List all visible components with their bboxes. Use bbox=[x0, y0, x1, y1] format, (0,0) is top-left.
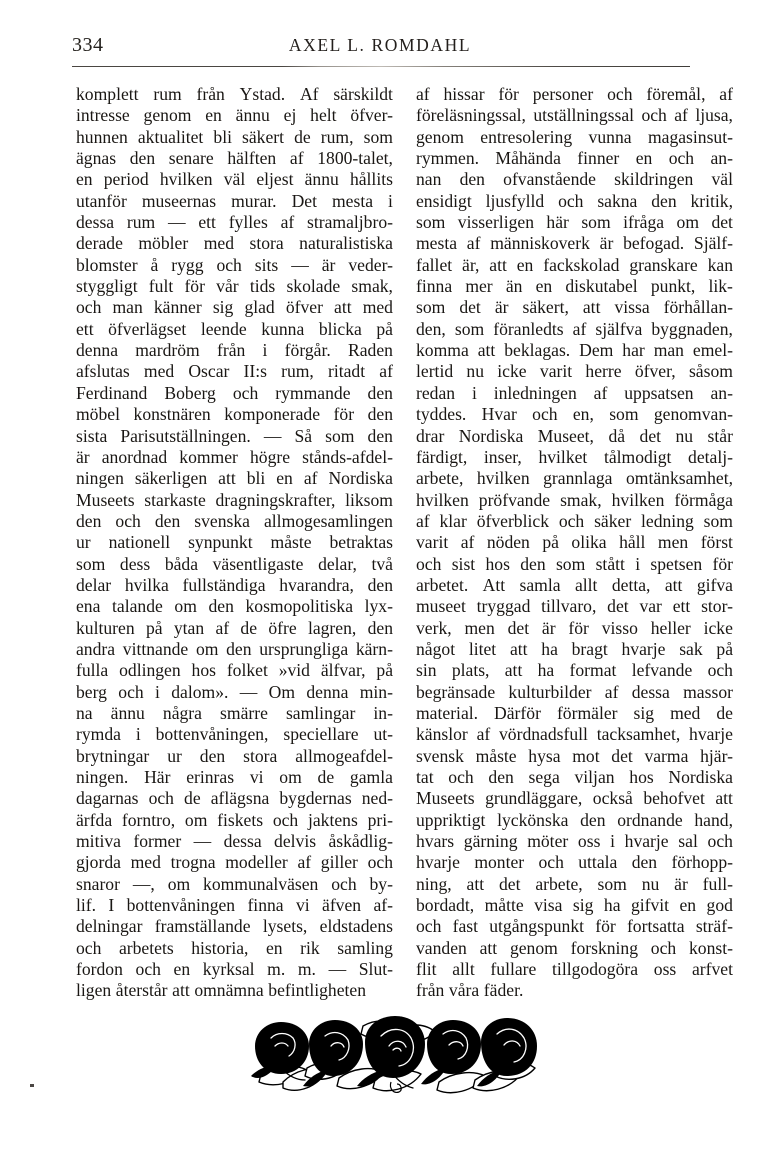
text-line: rymda i bottenvåningen, speciellare ut- bbox=[76, 724, 393, 745]
text-line: den och den svenska allmogesamlingen bbox=[76, 510, 393, 531]
text-line: ningen. Här erinras vi om de gamla bbox=[76, 767, 393, 787]
running-title: AXEL L. ROMDAHL bbox=[288, 35, 472, 55]
text-line: Ferdinand Boberg och rymmande den bbox=[76, 382, 393, 403]
text-line: brytningar ur den stora allmogeafdel- bbox=[76, 745, 393, 766]
text-line: hvars gärning möter oss i hvarje sal och bbox=[416, 831, 733, 852]
text-line: fallet är, att en fackskolad granskare kan bbox=[416, 254, 733, 275]
text-line: den, som föranledts af själfva byggnaden, bbox=[416, 318, 733, 339]
text-line: mesta af människoverk är befogad. Själf- bbox=[416, 233, 733, 254]
text-line: kulturen på ytan af de öfre lagren, den bbox=[76, 617, 393, 638]
text-line: nan den ofvanstående skildringen väl bbox=[416, 169, 733, 190]
text-line: tyddes. Hvar och en, som genomvan- bbox=[416, 404, 733, 425]
text-line: ningen säkerligen att bli en af Nordiska bbox=[76, 468, 393, 489]
text-line: är anordnad kommer högre stånds-afdel- bbox=[76, 446, 393, 467]
text-line: drar Nordiska Museet, då det nu står bbox=[416, 425, 733, 446]
text-line: tat och den sega viljan hos Nordiska bbox=[416, 767, 733, 787]
text-line: färdigt, inser, hvilket tålmodigt detalj- bbox=[416, 446, 733, 467]
text-line: rymmen. Måhända finner en och an- bbox=[416, 148, 733, 169]
text-line: intresse genom en ännu ej helt öfver- bbox=[76, 105, 393, 126]
text-line: komma att beklagas. Dem har man emel- bbox=[416, 340, 733, 361]
text-line: verk, men det är för visso heller icke bbox=[416, 617, 733, 638]
floral-rose-ornament bbox=[243, 1008, 543, 1104]
text-line: fulla odlingen hos folket »vid älfvar, på bbox=[76, 660, 393, 681]
text-line: ur nationell synpunkt måste betraktas bbox=[76, 532, 393, 553]
text-line: ägnas den senare hälften af 1800-talet, bbox=[76, 148, 393, 169]
text-line: och fast utgångspunkt för fortsatta sträf- bbox=[416, 916, 733, 937]
text-line: sin plats, att ha format lefvande och bbox=[416, 660, 733, 681]
text-line: lertid nu icke varit herre öfver, såsom bbox=[416, 361, 733, 382]
text-line: Museets grundläggare, också behofvet att bbox=[416, 788, 733, 809]
text-line: varit af nöden på olika håll men först bbox=[416, 532, 733, 553]
text-line: Museets starkaste dragningskrafter, liksom bbox=[76, 489, 393, 510]
text-line: genom entresolering vunna magasinsut- bbox=[416, 126, 733, 147]
text-column-right bbox=[416, 84, 733, 1002]
text-line: sista Parisutställningen. — Så som den bbox=[76, 425, 393, 446]
text-line: arbete, hvilken grannlaga omtänksamhet, bbox=[416, 468, 733, 489]
text-line: fordon och en kyrksal m. m. — Slut- bbox=[76, 959, 393, 980]
text-line: komplett rum från Ystad. Af särskildt bbox=[76, 84, 393, 104]
text-line: styggligt fult för vår tids skolade smak, bbox=[76, 276, 393, 297]
text-line: vanden att genom forskning och konst- bbox=[416, 937, 733, 958]
text-line: snaror —, om kommunalväsen och by- bbox=[76, 873, 393, 894]
text-line: bordadt, måtte visa sig ha gifvit en god bbox=[416, 895, 733, 916]
text-line: dessa rum — ett fylles af stramaljbro- bbox=[76, 212, 393, 233]
text-line: och man känner sig glad öfver att med bbox=[76, 297, 393, 318]
text-line: blomster å rygg och sits — är veder- bbox=[76, 254, 393, 275]
text-line: berg och i dalom». — Om denna min- bbox=[76, 681, 393, 702]
text-line: och sist hos den som stått i spetsen för bbox=[416, 553, 733, 574]
text-line: utanför museernas murar. Det mesta i bbox=[76, 190, 393, 211]
text-line: gjorda med trogna modeller af giller och bbox=[76, 852, 393, 873]
text-line: finna mer än en diskutabel punkt, lik- bbox=[416, 276, 733, 297]
text-line: ensidigt ljusfylld och sakna den kritik, bbox=[416, 190, 733, 211]
text-line: flit allt fullare tillgodogöra oss arfvet bbox=[416, 959, 733, 980]
text-line: arbetet. Att samla allt detta, att gifva bbox=[416, 574, 733, 595]
text-line: af klar öfverblick och säker ledning som bbox=[416, 510, 733, 531]
text-line: ärfda forntro, om fiskets och jaktens pri- bbox=[76, 809, 393, 830]
text-line: möbel konstnären komponerade för den bbox=[76, 404, 393, 425]
text-line: ena talande om den kosmopolitiska lyx- bbox=[76, 596, 393, 617]
text-line: en period hvilken väl eljest ännu hållits bbox=[76, 169, 393, 190]
column-left-body bbox=[76, 84, 393, 1002]
text-line: uppriktigt lyckönska den ordnande hand, bbox=[416, 809, 733, 830]
text-line: föreläsningssal, utställningssal och af ljusa, bbox=[416, 105, 733, 126]
text-line: begränsade kulturbilder af dessa massor bbox=[416, 681, 733, 702]
text-line: hvilken pröfvande smak, hvilken förmåga bbox=[416, 489, 733, 510]
text-line: något litet att ha bragt hvarje sak på bbox=[416, 638, 733, 659]
text-line: ning, att det arbete, som nu är full- bbox=[416, 873, 733, 894]
text-line: mitiva former — dessa delvis åskådlig- bbox=[76, 831, 393, 852]
text-line: lif. I bottenvåningen finna vi äfven af- bbox=[76, 895, 393, 916]
page-number: 334 bbox=[72, 34, 104, 56]
text-line: dagarnas och de aflägsna bygdernas ned- bbox=[76, 788, 393, 809]
text-line: hvarje monter och uttala den förhopp- bbox=[416, 852, 733, 873]
text-line: af hissar för personer och föremål, af bbox=[416, 84, 733, 104]
text-line: känslor af vördnadsfull tacksamhet, hvarje bbox=[416, 724, 733, 745]
text-line: ligen återstår att omnämna befintligheten bbox=[76, 980, 367, 1001]
scan-speck bbox=[30, 1084, 34, 1087]
text-line: material. Därför förmäler sig med de bbox=[416, 702, 733, 723]
text-line: delar hvilka fullständiga hvarandra, den bbox=[76, 574, 393, 595]
text-line: museet tryggad tillvaro, det var ett stor- bbox=[416, 596, 733, 617]
text-line: och arbetets historia, en rik samling bbox=[76, 937, 393, 958]
text-line: hunnen aktualitet bli säkert de rum, som bbox=[76, 126, 393, 147]
text-line: na ännu några smärre samlingar in- bbox=[76, 702, 393, 723]
text-line: delningar framställande lysets, eldstadens bbox=[76, 916, 393, 937]
header-rule bbox=[72, 66, 690, 67]
text-line: svensk måste hysa mot det varma hjär- bbox=[416, 745, 733, 766]
text-line: som visserligen här som ifråga om det bbox=[416, 212, 733, 233]
text-column-left bbox=[76, 84, 393, 1002]
text-line: afslutas med Oscar II:s rum, ritadt af bbox=[76, 361, 393, 382]
text-line: andra vittnande om den ursprungliga kärn- bbox=[76, 638, 393, 659]
running-head bbox=[72, 32, 688, 58]
text-line: denna mardröm från i förgår. Raden bbox=[76, 340, 393, 361]
text-line: derade möbler med stora naturalistiska bbox=[76, 233, 393, 254]
text-line: som det är säkert, att vissa förhållan- bbox=[416, 297, 733, 318]
text-line: redan i inledningen af uppsatsen an- bbox=[416, 382, 733, 403]
column-right-body bbox=[416, 84, 733, 1002]
text-line: från våra fäder. bbox=[416, 980, 524, 1001]
text-line: ett öfverlägset leende kunna blicka på bbox=[76, 318, 393, 339]
text-line: som dess båda väsentligaste delar, två bbox=[76, 553, 393, 574]
